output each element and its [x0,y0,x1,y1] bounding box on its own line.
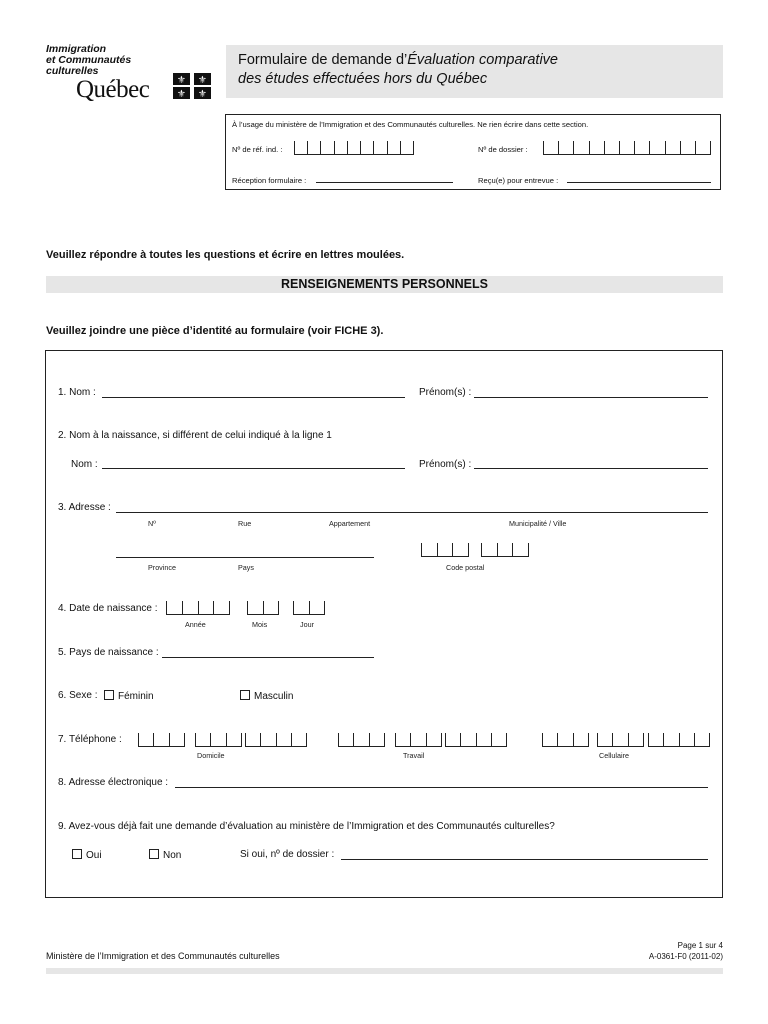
dob-month-cells[interactable] [247,601,279,615]
tel-cell-line-cells[interactable] [648,733,710,747]
admin-notice: À l’usage du ministère de l’Immigration et des Communautés culturelles. Ne rien écrire dans cette section. [232,120,589,129]
sex-female-option[interactable]: Féminin [104,690,154,702]
form-title-line1: Formulaire de demande d’Évaluation comparative [238,52,558,68]
postal-code-cells-1[interactable] [421,543,469,557]
addr-province-caption: Province [148,563,176,572]
interview-field[interactable] [567,182,711,183]
tel-cell-prefix-cells[interactable] [597,733,644,747]
q8-email-field[interactable] [175,787,708,788]
addr-pays-caption: Pays [238,563,254,572]
footer-page-info [649,940,723,962]
form-title-line2: des études effectuées hors du Québec [238,71,488,87]
form-code: A-0361-F0 (2011-02) [648,952,723,961]
q9-file-field[interactable] [341,859,708,860]
svg-text:⚜: ⚜ [177,75,186,86]
q5-label: 5. Pays de naissance : [58,647,159,658]
instructions-id: Veuillez joindre une pièce d’identité au formulaire (voir FICHE 3). [46,325,384,337]
page-number: Page 1 sur 4 [677,941,723,950]
tel-home-prefix-cells[interactable] [195,733,242,747]
ref-number-cells[interactable] [294,141,414,155]
tel-work-prefix-cells[interactable] [395,733,442,747]
q9-yes-option[interactable]: Oui [72,849,102,861]
q9-no-option[interactable]: Non [149,849,181,861]
svg-text:⚜: ⚜ [177,89,186,99]
postal-code-cells-2[interactable] [481,543,529,557]
q4-label: 4. Date de naissance : [58,603,158,614]
q9-yes-checkbox[interactable] [72,849,82,859]
reception-label: Réception formulaire : [232,176,307,185]
tel-work-area-cells[interactable] [338,733,385,747]
q1-prenom-label: Prénom(s) : [419,387,472,398]
q5-country-field[interactable] [162,657,374,658]
sex-male-checkbox[interactable] [240,690,250,700]
q2-nom-field[interactable] [102,468,405,469]
tel-cell-area-cells[interactable] [542,733,589,747]
dob-day-cells[interactable] [293,601,325,615]
q7-label: 7. Téléphone : [58,734,122,745]
interview-label: Reçu(e) pour entrevue : [478,176,559,185]
svg-text:⚜: ⚜ [198,75,207,86]
section-title: RENSEIGNEMENTS PERSONNELS [281,277,488,291]
q9-label: 9. Avez-vous déjà fait une demande d’évaluation au ministère de l’Immigration et des Communautés culturelles? [58,821,555,832]
addr-postal-caption: Code postal [446,563,485,572]
addr-ville-caption: Municipalité / Ville [509,519,567,528]
file-number-cells[interactable] [543,141,711,155]
quebec-wordmark: Québec [76,76,150,103]
q1-nom-field[interactable] [102,397,405,398]
sex-male-option[interactable]: Masculin [240,690,293,702]
quebec-flag-icon [173,73,211,99]
q9-file-label: Si oui, nº de dossier : [240,849,335,860]
ministry-name: Immigration et Communautés culturelles [46,43,132,77]
tel-home-area-cells[interactable] [138,733,185,747]
footer-bar [46,968,723,974]
q2-label: 2. Nom à la naissance, si différent de celui indiqué à la ligne 1 [58,430,332,441]
q3-province-country-field[interactable] [116,557,374,558]
instructions: Veuillez répondre à toutes les questions et écrire en lettres moulées. [46,249,405,261]
q3-label: 3. Adresse : [58,502,111,513]
dob-year-cells[interactable] [166,601,230,615]
addr-rue-caption: Rue [238,519,252,528]
q1-prenom-field[interactable] [474,397,708,398]
q1-nom-label: 1. Nom : [58,387,96,398]
sex-female-checkbox[interactable] [104,690,114,700]
reception-field[interactable] [316,182,453,183]
tel-work-caption: Travail [403,751,425,760]
q2-prenom-label: Prénom(s) : [419,459,472,470]
addr-no-caption: Nº [148,519,156,528]
q2-nom-label: Nom : [71,459,98,470]
q9-no-checkbox[interactable] [149,849,159,859]
tel-cell-caption: Cellulaire [599,751,629,760]
q2-prenom-field[interactable] [474,468,708,469]
svg-text:⚜: ⚜ [198,89,207,99]
tel-home-caption: Domicile [197,751,225,760]
tel-home-line-cells[interactable] [245,733,307,747]
ref-label: Nº de réf. ind. : [232,145,283,154]
file-label: Nº de dossier : [478,145,528,154]
q8-label: 8. Adresse électronique : [58,777,169,788]
q3-address-field[interactable] [116,512,708,513]
tel-work-line-cells[interactable] [445,733,507,747]
footer-ministry: Ministère de l’Immigration et des Communautés culturelles [46,951,280,961]
dob-day-caption: Jour [300,620,314,629]
dob-year-caption: Année [185,620,206,629]
dob-month-caption: Mois [252,620,268,629]
addr-app-caption: Appartement [329,519,371,528]
q6-label: 6. Sexe : [58,690,98,701]
